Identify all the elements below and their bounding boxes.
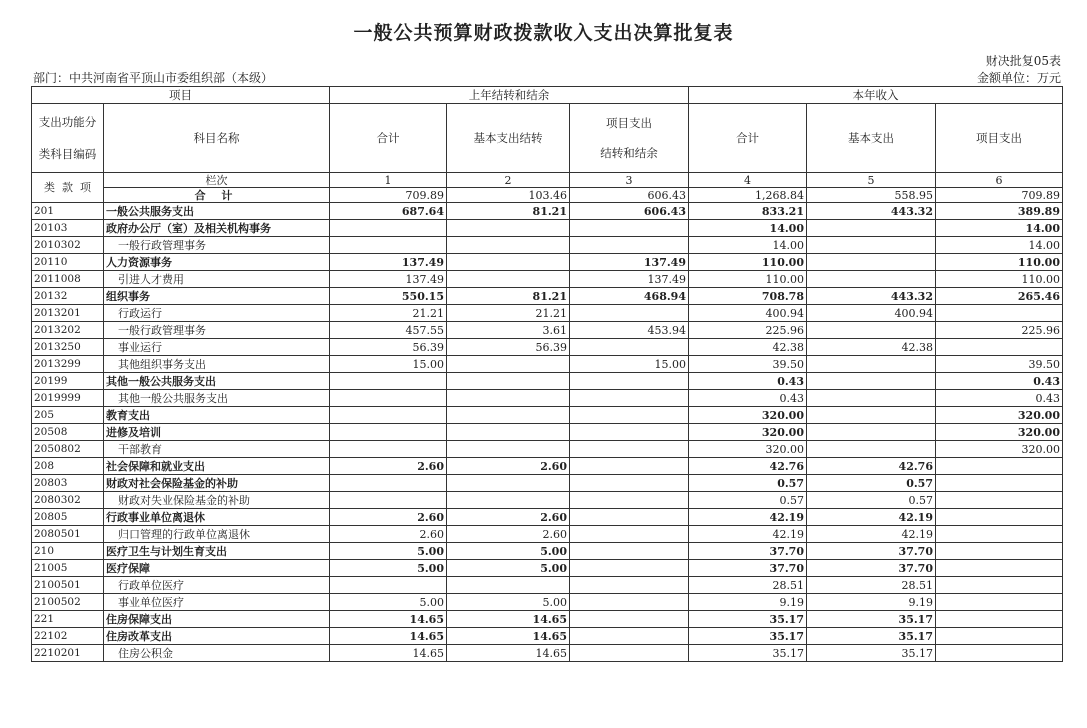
table-row bbox=[32, 203, 1063, 220]
row-value: 28.51 bbox=[807, 577, 936, 594]
row-value: 21.21 bbox=[447, 305, 570, 322]
row-value bbox=[807, 441, 936, 458]
row-value: 39.50 bbox=[689, 356, 807, 373]
row-subject-name: 人力资源事务 bbox=[104, 254, 330, 271]
col-num: 3 bbox=[570, 173, 689, 188]
col-num: 4 bbox=[689, 173, 807, 188]
row-value bbox=[807, 373, 936, 390]
row-value: 606.43 bbox=[570, 203, 689, 220]
header-prior-project-line1: 项目支出 bbox=[606, 116, 652, 130]
row-value: 687.64 bbox=[330, 203, 447, 220]
header-code-line1: 支出功能分 bbox=[38, 115, 97, 129]
row-subject-name: 住房改革支出 bbox=[104, 628, 330, 645]
row-value bbox=[447, 237, 570, 254]
row-subject-name: 事业运行 bbox=[104, 339, 330, 356]
amount-unit-label: 金额单位：万元 bbox=[976, 71, 1061, 85]
row-value: 42.76 bbox=[689, 458, 807, 475]
row-value: 81.21 bbox=[447, 203, 570, 220]
row-value: 81.21 bbox=[447, 288, 570, 305]
row-value: 137.49 bbox=[330, 271, 447, 288]
row-value bbox=[936, 628, 1063, 645]
table-row bbox=[32, 305, 1063, 322]
row-value: 0.57 bbox=[689, 492, 807, 509]
form-number: 财决批复05表 bbox=[985, 54, 1061, 68]
row-value bbox=[570, 458, 689, 475]
row-value: 265.46 bbox=[936, 288, 1063, 305]
row-code: 2100502 bbox=[32, 594, 104, 611]
row-value: 14.65 bbox=[330, 611, 447, 628]
header-subject-name: 科目名称 bbox=[104, 104, 330, 173]
row-value bbox=[807, 237, 936, 254]
row-value: 0.43 bbox=[689, 373, 807, 390]
table-row bbox=[32, 441, 1063, 458]
table-row bbox=[32, 628, 1063, 645]
row-value bbox=[447, 492, 570, 509]
row-value: 42.19 bbox=[689, 509, 807, 526]
row-value: 225.96 bbox=[689, 322, 807, 339]
row-value bbox=[570, 373, 689, 390]
row-value: 0.43 bbox=[936, 390, 1063, 407]
row-value: 14.65 bbox=[447, 628, 570, 645]
row-value: 35.17 bbox=[807, 628, 936, 645]
col-num: 1 bbox=[330, 173, 447, 188]
row-value bbox=[570, 339, 689, 356]
row-value: 9.19 bbox=[689, 594, 807, 611]
table-row bbox=[32, 390, 1063, 407]
table-row bbox=[32, 492, 1063, 509]
row-value: 14.00 bbox=[689, 220, 807, 237]
row-code: 221 bbox=[32, 611, 104, 628]
row-subject-name: 组织事务 bbox=[104, 288, 330, 305]
row-subject-name: 干部教育 bbox=[104, 441, 330, 458]
row-subject-name: 其他一般公共服务支出 bbox=[104, 373, 330, 390]
table-row bbox=[32, 254, 1063, 271]
row-code: 208 bbox=[32, 458, 104, 475]
table-row bbox=[32, 611, 1063, 628]
row-value: 15.00 bbox=[570, 356, 689, 373]
row-value bbox=[936, 305, 1063, 322]
row-value: 0.57 bbox=[807, 492, 936, 509]
table-row bbox=[32, 543, 1063, 560]
row-code: 2013202 bbox=[32, 322, 104, 339]
row-code: 20103 bbox=[32, 220, 104, 237]
row-value: 21.21 bbox=[330, 305, 447, 322]
row-value bbox=[936, 458, 1063, 475]
row-value bbox=[570, 526, 689, 543]
row-value: 14.00 bbox=[936, 220, 1063, 237]
row-value: 37.70 bbox=[689, 560, 807, 577]
row-value bbox=[807, 424, 936, 441]
row-code: 20110 bbox=[32, 254, 104, 271]
row-code: 201 bbox=[32, 203, 104, 220]
header-prior-total: 合计 bbox=[330, 104, 447, 173]
row-value: 35.17 bbox=[807, 611, 936, 628]
row-value bbox=[570, 594, 689, 611]
row-subject-name: 事业单位医疗 bbox=[104, 594, 330, 611]
row-value bbox=[447, 390, 570, 407]
row-value: 320.00 bbox=[689, 424, 807, 441]
row-value bbox=[570, 492, 689, 509]
row-subject-name: 引进人才费用 bbox=[104, 271, 330, 288]
row-value bbox=[807, 271, 936, 288]
total-value: 709.89 bbox=[936, 188, 1063, 203]
table-row bbox=[32, 577, 1063, 594]
row-value bbox=[447, 220, 570, 237]
row-value: 15.00 bbox=[330, 356, 447, 373]
budget-table bbox=[31, 86, 1063, 662]
row-subject-name: 行政事业单位离退休 bbox=[104, 509, 330, 526]
row-value bbox=[570, 560, 689, 577]
row-code: 205 bbox=[32, 407, 104, 424]
row-value: 0.43 bbox=[936, 373, 1063, 390]
row-subject-name: 财政对失业保险基金的补助 bbox=[104, 492, 330, 509]
row-value bbox=[330, 577, 447, 594]
table-row bbox=[32, 475, 1063, 492]
col-num: 2 bbox=[447, 173, 570, 188]
row-code: 2013250 bbox=[32, 339, 104, 356]
total-value: 103.46 bbox=[447, 188, 570, 203]
row-value: 550.15 bbox=[330, 288, 447, 305]
row-value bbox=[330, 373, 447, 390]
total-value: 1,268.84 bbox=[689, 188, 807, 203]
header-lei-kuan-xiang bbox=[32, 173, 104, 203]
row-value: 2.60 bbox=[447, 509, 570, 526]
row-subject-name: 医疗卫生与计划生育支出 bbox=[104, 543, 330, 560]
row-value: 35.17 bbox=[689, 611, 807, 628]
row-value bbox=[570, 390, 689, 407]
row-value bbox=[330, 407, 447, 424]
row-code: 2080302 bbox=[32, 492, 104, 509]
row-value: 225.96 bbox=[936, 322, 1063, 339]
row-value bbox=[570, 237, 689, 254]
row-value: 14.00 bbox=[936, 237, 1063, 254]
row-value bbox=[570, 407, 689, 424]
row-value bbox=[807, 390, 936, 407]
row-value bbox=[570, 611, 689, 628]
row-value bbox=[570, 475, 689, 492]
row-value: 389.89 bbox=[936, 203, 1063, 220]
row-value: 14.65 bbox=[330, 645, 447, 662]
row-value: 5.00 bbox=[447, 543, 570, 560]
row-value: 110.00 bbox=[689, 271, 807, 288]
row-value bbox=[447, 407, 570, 424]
row-value: 14.65 bbox=[330, 628, 447, 645]
row-code: 2011008 bbox=[32, 271, 104, 288]
row-subject-name: 行政单位医疗 bbox=[104, 577, 330, 594]
row-code: 2013299 bbox=[32, 356, 104, 373]
table-row bbox=[32, 220, 1063, 237]
row-value: 468.94 bbox=[570, 288, 689, 305]
row-value: 42.19 bbox=[689, 526, 807, 543]
row-code: 20803 bbox=[32, 475, 104, 492]
table-row bbox=[32, 509, 1063, 526]
total-row bbox=[32, 188, 1063, 203]
table-row bbox=[32, 645, 1063, 662]
row-subject-name: 归口管理的行政单位离退休 bbox=[104, 526, 330, 543]
row-code: 2100501 bbox=[32, 577, 104, 594]
department-label: 部门：中共河南省平顶山市委组织部（本级） bbox=[33, 71, 274, 85]
row-value: 9.19 bbox=[807, 594, 936, 611]
header-xiang: 项 bbox=[80, 181, 91, 194]
row-value: 0.43 bbox=[689, 390, 807, 407]
row-value bbox=[807, 322, 936, 339]
row-value: 42.76 bbox=[807, 458, 936, 475]
table-row bbox=[32, 560, 1063, 577]
row-value bbox=[807, 254, 936, 271]
row-value: 5.00 bbox=[447, 594, 570, 611]
row-value bbox=[570, 220, 689, 237]
row-value: 320.00 bbox=[936, 424, 1063, 441]
row-value bbox=[936, 645, 1063, 662]
row-value: 320.00 bbox=[689, 441, 807, 458]
row-value: 42.19 bbox=[807, 509, 936, 526]
header-column-no: 栏次 bbox=[104, 173, 330, 188]
row-value: 37.70 bbox=[807, 543, 936, 560]
row-value bbox=[570, 509, 689, 526]
header-kuan: 款 bbox=[62, 181, 73, 194]
row-subject-name: 其他一般公共服务支出 bbox=[104, 390, 330, 407]
row-code: 210 bbox=[32, 543, 104, 560]
row-code: 20805 bbox=[32, 509, 104, 526]
row-value: 37.70 bbox=[689, 543, 807, 560]
row-value: 42.38 bbox=[807, 339, 936, 356]
row-value bbox=[570, 441, 689, 458]
row-value bbox=[936, 492, 1063, 509]
row-value bbox=[807, 356, 936, 373]
row-code: 22102 bbox=[32, 628, 104, 645]
header-current-basic: 基本支出 bbox=[807, 104, 936, 173]
row-subject-name: 政府办公厅（室）及相关机构事务 bbox=[104, 220, 330, 237]
table-row bbox=[32, 594, 1063, 611]
header-project: 项目 bbox=[32, 87, 330, 104]
row-value: 110.00 bbox=[936, 254, 1063, 271]
row-subject-name: 其他组织事务支出 bbox=[104, 356, 330, 373]
row-value bbox=[330, 390, 447, 407]
table-row bbox=[32, 339, 1063, 356]
table-row bbox=[32, 424, 1063, 441]
row-subject-name: 一般行政管理事务 bbox=[104, 322, 330, 339]
row-value: 39.50 bbox=[936, 356, 1063, 373]
row-subject-name: 进修及培训 bbox=[104, 424, 330, 441]
col-num: 5 bbox=[807, 173, 936, 188]
row-value: 42.38 bbox=[689, 339, 807, 356]
row-subject-name: 一般行政管理事务 bbox=[104, 237, 330, 254]
row-value: 42.19 bbox=[807, 526, 936, 543]
row-subject-name: 社会保障和就业支出 bbox=[104, 458, 330, 475]
total-label: 合 计 bbox=[104, 188, 330, 203]
header-prior-basic: 基本支出结转 bbox=[447, 104, 570, 173]
row-value: 2.60 bbox=[330, 526, 447, 543]
row-code: 2010302 bbox=[32, 237, 104, 254]
row-value bbox=[570, 577, 689, 594]
row-value bbox=[330, 441, 447, 458]
row-subject-name: 财政对社会保险基金的补助 bbox=[104, 475, 330, 492]
row-value bbox=[447, 475, 570, 492]
row-value bbox=[447, 254, 570, 271]
row-code: 21005 bbox=[32, 560, 104, 577]
row-value bbox=[936, 543, 1063, 560]
row-value bbox=[447, 424, 570, 441]
row-value: 0.57 bbox=[807, 475, 936, 492]
row-value: 443.32 bbox=[807, 288, 936, 305]
header-code bbox=[32, 104, 104, 173]
header-current-total: 合计 bbox=[689, 104, 807, 173]
row-value bbox=[936, 475, 1063, 492]
row-value: 56.39 bbox=[447, 339, 570, 356]
row-code: 20199 bbox=[32, 373, 104, 390]
header-current-project: 项目支出 bbox=[936, 104, 1063, 173]
row-value: 2.60 bbox=[330, 509, 447, 526]
row-value: 320.00 bbox=[936, 441, 1063, 458]
row-value: 400.94 bbox=[807, 305, 936, 322]
table-row bbox=[32, 237, 1063, 254]
table-row bbox=[32, 271, 1063, 288]
row-value bbox=[447, 271, 570, 288]
row-value bbox=[447, 441, 570, 458]
row-value: 320.00 bbox=[936, 407, 1063, 424]
row-value bbox=[330, 492, 447, 509]
header-current-group: 本年收入 bbox=[689, 87, 1063, 104]
row-value: 35.17 bbox=[807, 645, 936, 662]
row-value: 137.49 bbox=[570, 254, 689, 271]
row-value: 5.00 bbox=[447, 560, 570, 577]
header-prior-project bbox=[570, 104, 689, 173]
row-value: 400.94 bbox=[689, 305, 807, 322]
row-value: 5.00 bbox=[330, 594, 447, 611]
row-value: 110.00 bbox=[936, 271, 1063, 288]
total-value: 606.43 bbox=[570, 188, 689, 203]
row-value bbox=[330, 475, 447, 492]
table-row bbox=[32, 373, 1063, 390]
row-code: 2050802 bbox=[32, 441, 104, 458]
row-value: 2.60 bbox=[330, 458, 447, 475]
row-value: 453.94 bbox=[570, 322, 689, 339]
row-value bbox=[447, 577, 570, 594]
table-row bbox=[32, 356, 1063, 373]
row-code: 2080501 bbox=[32, 526, 104, 543]
row-value: 2.60 bbox=[447, 458, 570, 475]
header-code-line2: 类科目编码 bbox=[38, 147, 97, 161]
row-value bbox=[330, 220, 447, 237]
row-value: 137.49 bbox=[570, 271, 689, 288]
row-value bbox=[936, 526, 1063, 543]
row-value: 14.00 bbox=[689, 237, 807, 254]
row-value bbox=[447, 356, 570, 373]
row-value: 14.65 bbox=[447, 611, 570, 628]
total-value: 558.95 bbox=[807, 188, 936, 203]
header-lei: 类 bbox=[44, 181, 55, 194]
header-prior-group: 上年结转和结余 bbox=[330, 87, 689, 104]
row-subject-name: 住房保障支出 bbox=[104, 611, 330, 628]
row-code: 2210201 bbox=[32, 645, 104, 662]
col-num: 6 bbox=[936, 173, 1063, 188]
row-value bbox=[447, 373, 570, 390]
row-value bbox=[936, 594, 1063, 611]
row-value: 0.57 bbox=[689, 475, 807, 492]
row-value bbox=[807, 220, 936, 237]
row-subject-name: 一般公共服务支出 bbox=[104, 203, 330, 220]
row-value: 5.00 bbox=[330, 543, 447, 560]
row-value: 28.51 bbox=[689, 577, 807, 594]
table-row bbox=[32, 458, 1063, 475]
row-value bbox=[807, 407, 936, 424]
row-value: 35.17 bbox=[689, 645, 807, 662]
row-value bbox=[570, 424, 689, 441]
row-value bbox=[936, 611, 1063, 628]
row-value: 708.78 bbox=[689, 288, 807, 305]
row-subject-name: 行政运行 bbox=[104, 305, 330, 322]
row-subject-name: 医疗保障 bbox=[104, 560, 330, 577]
row-value: 2.60 bbox=[447, 526, 570, 543]
row-value bbox=[936, 577, 1063, 594]
row-value: 320.00 bbox=[689, 407, 807, 424]
row-value: 35.17 bbox=[689, 628, 807, 645]
row-value: 37.70 bbox=[807, 560, 936, 577]
row-code: 20132 bbox=[32, 288, 104, 305]
row-value bbox=[330, 424, 447, 441]
row-value: 833.21 bbox=[689, 203, 807, 220]
page-title: 一般公共预算财政拨款收入支出决算批复表 bbox=[353, 22, 734, 44]
table-row bbox=[32, 288, 1063, 305]
row-value bbox=[936, 560, 1063, 577]
row-code: 2019999 bbox=[32, 390, 104, 407]
row-value bbox=[570, 543, 689, 560]
row-subject-name: 教育支出 bbox=[104, 407, 330, 424]
row-value: 3.61 bbox=[447, 322, 570, 339]
table-row bbox=[32, 526, 1063, 543]
table-row bbox=[32, 407, 1063, 424]
row-code: 20508 bbox=[32, 424, 104, 441]
header-prior-project-line2: 结转和结余 bbox=[600, 146, 658, 160]
row-value: 443.32 bbox=[807, 203, 936, 220]
row-value: 110.00 bbox=[689, 254, 807, 271]
table-row bbox=[32, 322, 1063, 339]
row-value bbox=[570, 645, 689, 662]
row-value: 457.55 bbox=[330, 322, 447, 339]
row-value bbox=[330, 237, 447, 254]
row-value bbox=[936, 339, 1063, 356]
row-value: 14.65 bbox=[447, 645, 570, 662]
row-code: 2013201 bbox=[32, 305, 104, 322]
row-value bbox=[936, 509, 1063, 526]
row-value bbox=[570, 628, 689, 645]
row-value: 56.39 bbox=[330, 339, 447, 356]
total-value: 709.89 bbox=[330, 188, 447, 203]
row-value bbox=[570, 305, 689, 322]
row-value: 137.49 bbox=[330, 254, 447, 271]
row-subject-name: 住房公积金 bbox=[104, 645, 330, 662]
row-value: 5.00 bbox=[330, 560, 447, 577]
